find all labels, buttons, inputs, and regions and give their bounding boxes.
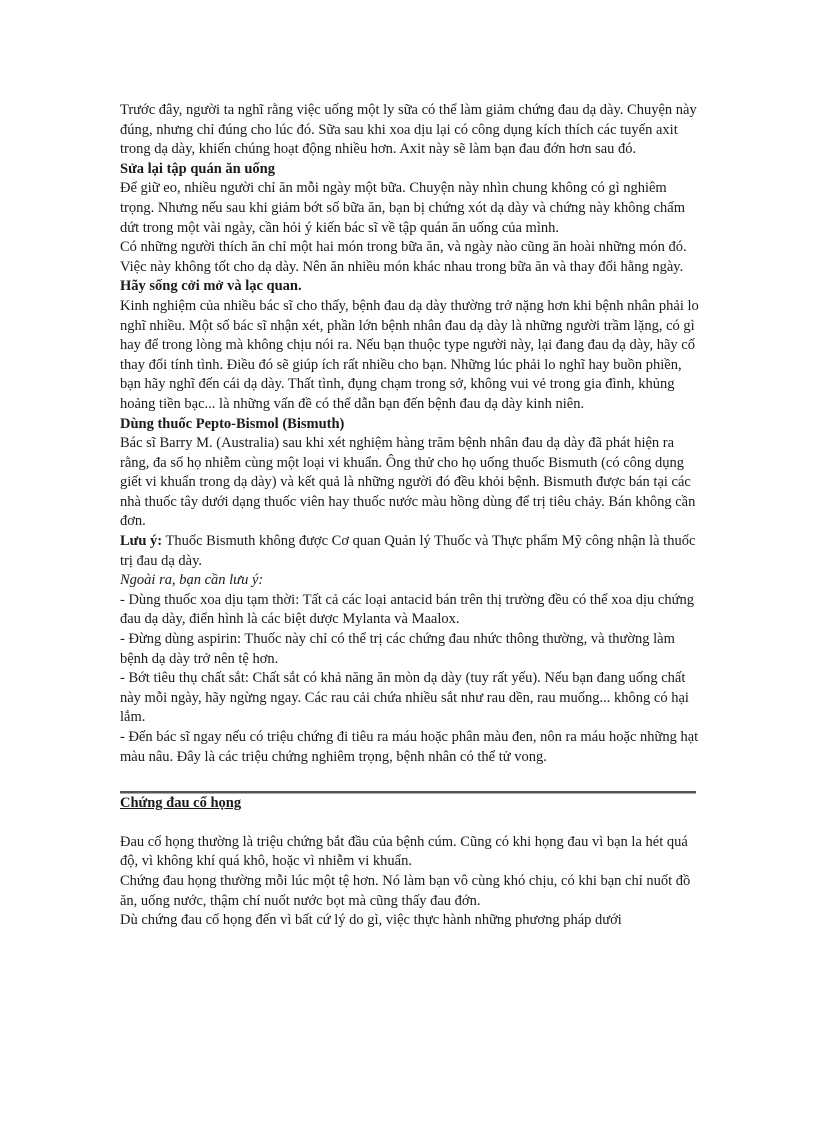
bismuth-paragraph: Bác sĩ Barry M. (Australia) sau khi xét nghiệm hàng trăm bệnh nhân đau dạ dày đã phát hiện ra rằng, đa số họ nhiễm cùng một loại vi khuẩn. Ông thử cho họ uống thuốc Bismuth (có công dụng giết vi khuẩn trong dạ dày) và kết quả là những người đó đều khỏi bệnh. Bismuth được bán tại các nhà thuốc tây dưới dạng thuốc viên hay thuốc nước màu hồng dùng để trị tiêu chảy. Bán không cần đơn. xyxy=(120,435,696,530)
note-text: Thuốc Bismuth không được Cơ quan Quản lý Thuốc và Thực phẩm Mỹ công nhận là thuốc trị đau dạ dày. xyxy=(120,533,696,569)
bullet-item: - Bớt tiêu thụ chất sắt: Chất sắt có khả năng ăn mòn dạ dày (tuy rất yếu). Nếu bạn đang uống chất này mỗi ngày, hãy ngừng ngay. Các rau cải chứa nhiều sắt như rau dền, rau muống... không có hại lắm. xyxy=(120,670,689,726)
heading-sore-throat: Chứng đau cổ họng xyxy=(120,795,242,812)
heading-eating-habits: Sửa lại tập quán ăn uống xyxy=(120,160,275,177)
heading-bismuth: Dùng thuốc Pepto-Bismol (Bismuth) xyxy=(120,415,345,432)
extra-notes-heading: Ngoài ra, bạn cần lưu ý: xyxy=(120,572,264,589)
eating-paragraph-1: Để giữ eo, nhiều người chỉ ăn mỗi ngày một bữa. Chuyện này nhìn chung không có gì nghiêm trọng. Nhưng nếu sau khi giảm bớt số bữa ăn, bạn bị chứng xót dạ dày và chứng này không chấm dứt trong một vài ngày, cần hỏi ý kiến bác sĩ về tập quán ăn uống của mình. xyxy=(120,180,686,236)
throat-paragraph-3: Dù chứng đau cổ họng đến vì bất cứ lý do gì, việc thực hành những phương pháp dưới xyxy=(120,912,622,929)
bullet-item: - Dùng thuốc xoa dịu tạm thời: Tất cả các loại antacid bán trên thị trường đều có thể xoa dịu chứng đau dạ dày, điển hình là các biệt dược Mylanta và Maalox. xyxy=(120,591,694,628)
bullet-item: - Đừng dùng aspirin: Thuốc này chỉ có thể trị các chứng đau nhức thông thường, và thường làm bệnh dạ dày trở nên tệ hơn. xyxy=(120,631,675,667)
optimism-paragraph: Kinh nghiệm của nhiều bác sĩ cho thấy, bệnh đau dạ dày thường trở nặng hơn khi bệnh nhân phải lo nghĩ nhiều. Một số bác sĩ nhận xét, phần lớn bệnh nhân đau dạ dày là những người trầm lặng, có gì hay để trong lòng mà không chịu nói ra. Nếu bạn thuộc type người này, lại đang đau dạ dày, hãy cố thay đổi tính tình. Điều đó sẽ giúp ích rất nhiều cho bạn. Những lúc phải lo nghĩ hay buồn phiền, bạn hãy nghĩ đến cái dạ dày. Thất tình, đụng chạm trong sở, không vui vẻ trong gia đình, khủng hoảng tiền bạc... là những vấn đề có thể dẫn bạn đến bệnh đau dạ dày kinh niên. xyxy=(120,297,699,412)
heading-optimism: Hãy sống cởi mở và lạc quan. xyxy=(120,278,302,295)
bismuth-note xyxy=(120,532,700,571)
document-page xyxy=(120,101,700,931)
note-label: Lưu ý: xyxy=(120,533,163,550)
bullet-item: - Đến bác sĩ ngay nếu có triệu chứng đi tiêu ra máu hoặc phân màu đen, nôn ra máu hoặc những hạt màu nâu. Đây là các triệu chứng nghiêm trọng, bệnh nhân có thể tử vong. xyxy=(120,729,699,765)
eating-paragraph-2: Có những người thích ăn chỉ một hai món trong bữa ăn, và ngày nào cũng ăn hoài những món đó. Việc này không tốt cho dạ dày. Nên ăn nhiều món khác nhau trong bữa ăn và thay đổi hằng ngày. xyxy=(120,239,687,275)
throat-paragraph-2: Chứng đau họng thường mỗi lúc một tệ hơn. Nó làm bạn vô cùng khó chịu, có khi bạn chỉ nuốt đồ ăn, uống nước, thậm chí nuốt nước bọt mà cũng thấy đau đớn. xyxy=(120,872,691,909)
spacer xyxy=(120,814,700,833)
throat-paragraph-1: Đau cổ họng thường là triệu chứng bắt đầu của bệnh cúm. Cũng có khi họng đau vì bạn la hét quá độ, vì không khí quá khô, hoặc vì nhiễm vi khuẩn. xyxy=(120,833,688,870)
intro-paragraph: Trước đây, người ta nghĩ rằng việc uống một ly sữa có thể làm giảm chứng đau dạ dày. Chuyện này đúng, nhưng chỉ đúng cho lúc đó. Sữa sau khi xoa dịu lại có công dụng kích thích các tuyến axit trong dạ dày, khiến chúng hoạt động nhiều hơn. Axit này sẽ làm bạn đau đớn hơn sau đó. xyxy=(120,102,697,158)
